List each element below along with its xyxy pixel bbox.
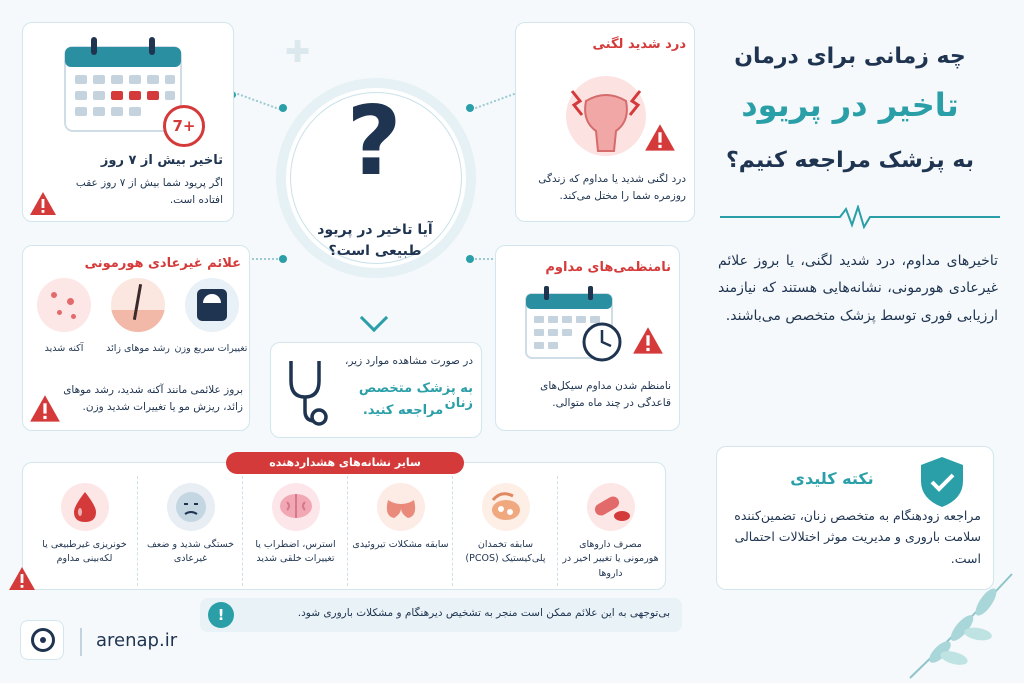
other-sign-label: مصرف داروهای هورمونی یا تغییر اخیر در داروها bbox=[562, 539, 659, 579]
scale-icon bbox=[185, 278, 239, 332]
thyroid-icon bbox=[374, 480, 428, 534]
blood-drop-icon bbox=[58, 480, 112, 534]
connector bbox=[233, 92, 281, 111]
exclamation-icon: ! bbox=[208, 602, 234, 628]
other-sign-label: خونریزی غیرطبیعی یا لکه‌بینی مداوم bbox=[42, 539, 127, 565]
bottom-note bbox=[200, 598, 682, 632]
other-sign-item bbox=[32, 476, 137, 586]
other-sign-item bbox=[557, 476, 662, 586]
card-irregular bbox=[495, 245, 680, 431]
connector-dot bbox=[279, 255, 287, 263]
other-sign-item bbox=[137, 476, 242, 586]
card-pain-text: درد لگنی شدید یا مداوم که زندگی روزمره شما را مختل می‌کند. bbox=[538, 173, 686, 202]
bottom-note-text: بی‌توجهی به این علائم ممکن است منجر به تشخیص دیرهنگام و مشکلات باروری شود. bbox=[297, 607, 670, 619]
warning-icon bbox=[8, 566, 36, 592]
referral-line3: مراجعه کنید. bbox=[362, 403, 444, 418]
logo bbox=[20, 620, 64, 660]
warning-icon bbox=[29, 394, 61, 424]
card-pain bbox=[515, 22, 695, 222]
referral-line2: به پزشک متخصص زنان bbox=[358, 381, 473, 411]
other-sign-item bbox=[242, 476, 347, 586]
hair-follicle-icon bbox=[111, 278, 165, 332]
other-signs-title: سایر نشانه‌های هشداردهنده bbox=[226, 452, 464, 474]
keynote-card bbox=[716, 446, 994, 590]
stethoscope-icon bbox=[283, 357, 331, 427]
connector bbox=[471, 92, 519, 111]
header-line1: چه زمانی برای درمان bbox=[734, 44, 966, 69]
other-sign-label: سابقه مشکلات تیروئیدی bbox=[352, 539, 449, 550]
card-delay-title: تاخیر بیش از ۷ روز bbox=[100, 153, 223, 168]
card-irregular-text: نامنظم شدن مداوم سیکل‌های قاعدگی در چند ماه متوالی. bbox=[540, 380, 671, 409]
leaf-decoration bbox=[900, 570, 1020, 680]
other-sign-label: استرس، اضطراب یا تغییرات خلقی شدید bbox=[255, 539, 336, 565]
keynote-title: نکته کلیدی bbox=[790, 469, 874, 488]
shield-check-icon bbox=[917, 455, 967, 509]
pills-icon bbox=[584, 480, 638, 534]
header-line3: به پزشک مراجعه کنیم؟ bbox=[726, 148, 974, 173]
card-hormonal-text: بروز علائمی مانند آکنه شدید، رشد موهای زائد، ریزش مو یا تغییرات شدید وزن. bbox=[63, 384, 243, 413]
brand-divider bbox=[80, 628, 82, 656]
header-line2: تاخیر در پریود bbox=[741, 86, 959, 124]
question-mark-icon: ? bbox=[346, 87, 402, 197]
card-delay-text: اگر پریود شما بیش از ۷ روز عقب افتاده است. bbox=[75, 177, 223, 206]
card-irregular-title: نامنظمی‌های مداوم bbox=[545, 260, 671, 275]
ovary-icon bbox=[479, 480, 533, 534]
card-referral bbox=[270, 342, 482, 438]
other-sign-item bbox=[347, 476, 452, 586]
hormonal-item-hair: رشد موهای زائد bbox=[106, 343, 170, 354]
other-sign-label: خستگی شدید و ضعف غیرعادی bbox=[146, 539, 235, 565]
center-question: آیا تاخیر در پریود طبیعی است؟ bbox=[317, 222, 433, 259]
warning-icon bbox=[644, 123, 676, 153]
card-hormonal-title: علائم غیرعادی هورمونی bbox=[84, 256, 241, 271]
connector-dot bbox=[279, 104, 287, 112]
heartbeat-divider bbox=[720, 205, 1000, 229]
card-hormonal bbox=[22, 245, 250, 431]
other-sign-label: سابقه تخمدان پلی‌کیستیک (PCOS) bbox=[465, 539, 546, 565]
intro-text: تاخیرهای مداوم، درد شدید لگنی، یا بروز علائم غیرعادی هورمونی، نشانه‌هایی هستند که نیازمند ارزیابی فوری توسط پزشک متخصص می‌باشند. bbox=[718, 253, 998, 324]
connector-dot bbox=[466, 255, 474, 263]
referral-line1: در صورت مشاهده موارد زیر، bbox=[344, 355, 473, 367]
uterus-pain-icon bbox=[556, 61, 656, 171]
chevron-down-icon bbox=[360, 304, 388, 332]
keynote-text: مراجعه زودهنگام به متخصص زنان، تضمین‌کننده سلامت باروری و مدیریت موثر اختلالات احتمالی است. bbox=[734, 508, 981, 566]
badge-7plus: 7+ bbox=[163, 105, 205, 147]
warning-icon bbox=[29, 191, 57, 217]
card-delay bbox=[22, 22, 234, 222]
plus-icon: ✚ bbox=[285, 35, 311, 70]
brain-icon bbox=[269, 480, 323, 534]
acne-icon bbox=[37, 278, 91, 332]
brand-link[interactable]: arenap.ir bbox=[96, 630, 178, 651]
connector-dot bbox=[466, 104, 474, 112]
hormonal-item-acne: آکنه شدید bbox=[44, 343, 84, 354]
warning-icon bbox=[632, 326, 664, 356]
hormonal-item-weight: تغییرات سریع وزن bbox=[174, 343, 248, 354]
tired-face-icon bbox=[164, 480, 218, 534]
other-sign-item bbox=[452, 476, 557, 586]
calendar-clock-icon bbox=[524, 284, 624, 364]
card-pain-title: درد شدید لگنی bbox=[592, 37, 686, 52]
